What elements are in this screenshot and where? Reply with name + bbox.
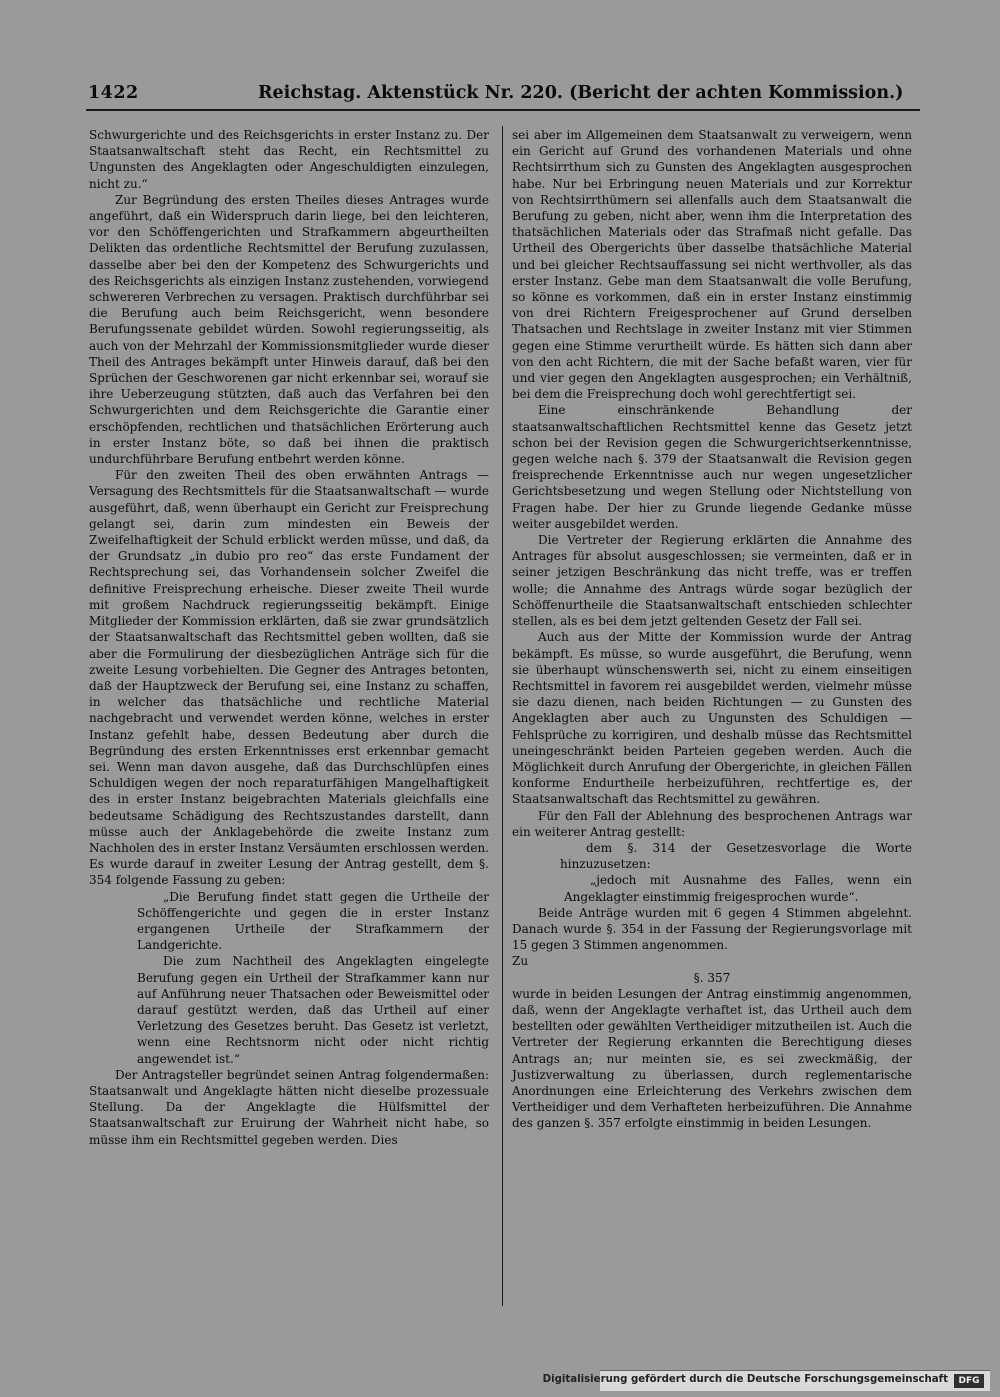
right-column-paragraph: Die Vertreter der Regierung erklärten die Annahme des Antrages für absolut ausgeschlossen; sie vermeinten, daß er in seiner jetzigen Beschränkung das nicht treffe, was er treffen wolle; die Annahme des Antrags würde sogar bezüglich der Schöffenurtheile die Staatsanwaltschaft entschieden schlechter stellen, als es bei dem jetzt geltenden Gesetz der Fall sei. bbox=[512, 533, 912, 629]
footer-banner bbox=[542, 1370, 990, 1391]
left-column-paragraph: „Die Berufung findet statt gegen die Urtheile der Schöffengerichte und gegen die in erster Instanz ergangenen Urtheile der Strafkammern der Landgerichte. bbox=[137, 889, 489, 953]
left-column-paragraph: Die zum Nachtheil des Angeklagten eingelegte Berufung gegen ein Urtheil der Strafkammer kann nur auf Anführung neuer Thatsachen oder Beweismittel oder darauf gestützt werden, daß das Urtheil auf einer Verletzung des Gesetzes beruht. Das Gesetz ist verletzt, wenn eine Rechtsnorm nicht oder nicht richtig angewendet ist.“ bbox=[137, 954, 489, 1066]
dfg-logo: DFG bbox=[954, 1374, 984, 1388]
page-number: 1422 bbox=[88, 83, 139, 103]
running-title: Reichstag. Aktenstück Nr. 220. (Bericht der achten Kommission.) bbox=[258, 83, 904, 103]
page-header bbox=[88, 80, 918, 112]
right-column bbox=[512, 127, 912, 1132]
right-column-paragraph: Zu bbox=[512, 954, 529, 969]
header-rule bbox=[86, 109, 920, 111]
left-column-paragraph: Schwurgerichte und des Reichsgerichts in erster Instanz zu. Der Staatsanwaltschaft steht das Recht, ein Rechtsmittel zu Ungunsten des Angeklagten oder Angeschuldigten einzulegen, nicht zu.“ bbox=[89, 128, 489, 191]
left-column-paragraph: Der Antragsteller begründet seinen Antrag folgendermaßen: Staatsanwalt und Angeklagte hätten nicht dieselbe prozessuale Stellung. Da der Angeklagte die Hülfsmittel der Staatsanwaltschaft zur Eruirung der Wahrheit nicht habe, so müsse ihm ein Rechtsmittel gegeben werden. Dies bbox=[89, 1067, 489, 1147]
right-column-paragraph: sei aber im Allgemeinen dem Staatsanwalt zu verweigern, wenn ein Gericht auf Grund des vorhandenen Materials und ohne Rechtsirrthum sich zu Gunsten des Angeklagten ausgesprochen habe. Nur bei Erbringung neuen Materials und zur Korrektur von Rechtsirrthümern sei allenfalls auch dem Staatsanwalt die Berufung zu geben, nicht aber, wenn ihm die Interpretation des thatsächlichen Materials oder das Strafmaß nicht gefalle. Das Urtheil des Obergerichts über dasselbe thatsächliche Material und bei gleicher Rechtsauffassung sei nicht werthvoller, als das erster Instanz. Gebe man dem Staatsanwalt die volle Berufung, so könne es vorkommen, daß ein in erster Instanz einstimmig von drei Richtern Freigesprochener auf Grund derselben Thatsachen und Rechtslage in zweiter Instanz mit vier Stimmen gegen eine Stimme verurtheilt würde. Es hätten sich dann aber von den acht Richtern, die mit der Sache befaßt waren, vier für und vier gegen den Angeklagten ausgesprochen; ein Verhältniß, bei dem die Freisprechung doch wohl gerechtfertigt sei. bbox=[512, 128, 912, 402]
right-column-paragraph: Eine einschränkende Behandlung der staatsanwaltschaftlichen Rechtsmittel kenne das Gesetz jetzt schon bei der Revision gegen die Schwurgerichtserkenntnisse, gegen welche nach §. 379 der Staatsanwalt die Revision gegen freisprechende Erkenntnisse auch nur wegen ungesetzlicher Gerichtsbesetzung und wegen Stellung oder Nichtstellung von Fragen habe. Der hier zu Grunde liegende Gedanke müsse weiter ausgebildet werden. bbox=[512, 403, 912, 531]
left-column-paragraph: Zur Begründung des ersten Theiles dieses Antrages wurde angeführt, daß ein Widerspruch darin liege, bei den leichteren, vor den Schöffengerichten und Strafkammern abgeurtheilten Delikten das ordentliche Rechtsmittel der Berufung zuzulassen, dasselbe aber bei den der Kompetenz des Schwurgerichts und des Reichsgerichts als einzigen Instanz zustehenden, vorwiegend schwereren Verbrechen zu versagen. Praktisch durchführbar sei die Berufung auch beim Reichsgericht, wenn besondere Berufungssenate gebildet würden. Sowohl regierungsseitig, als auch von der Mehrzahl der Kommissionsmitglieder wurde dieser Theil des Antrages bekämpft unter Hinweis darauf, daß bei den Sprüchen der Geschworenen gar nicht erkennbar sei, worauf sie ihre Ueberzeugung stützten, daß auch das Verfahren bei den Schwurgerichten und dem Reichsgerichte die Garantie einer erschöpfenden, rechtlichen und thatsächlichen Erörterung auch in erster Instanz böte, so daß bei ihnen die praktisch undurchführbare Berufung entbehrt werden könne. bbox=[89, 192, 489, 467]
footer-text: Digitalisierung gefördert durch die Deutsche Forschungsgemeinschaft bbox=[542, 1374, 948, 1385]
right-column-paragraph: wurde in beiden Lesungen der Antrag einstimmig angenommen, daß, wenn der Angeklagte verhaftet ist, das Urtheil auch dem bestellten oder gewählten Vertheidiger mitzutheilen ist. Auch die Vertreter der Regierung erkannten die Berechtigung dieses Antrags an; nur meinten sie, es sei zweckmäßig, der Justizverwaltung zu überlassen, durch reglementarische Anordnungen eine Erleichterung des Verkehrs zwischen dem Vertheidiger und dem Verhafteten herbeizuführen. Die Annahme des ganzen §. 357 erfolgte einstimmig in beiden Lesungen. bbox=[512, 986, 912, 1131]
right-column-paragraph: dem §. 314 der Gesetzesvorlage die Worte hinzuzusetzen: bbox=[560, 840, 912, 872]
right-column-paragraph: Für den Fall der Ablehnung des besprochenen Antrags war ein weiterer Antrag gestellt: bbox=[512, 808, 912, 839]
left-column-paragraph: Für den zweiten Theil des oben erwähnten Antrags — Versagung des Rechtsmittels für die Staatsanwaltschaft — wurde ausgeführt, daß, wenn überhaupt ein Gericht zur Freisprechung gelangt sei, darin zum mindesten ein Beweis der Zweifelhaftigkeit der Schuld erblickt werden müsse, und daß, da der Grundsatz „in dubio pro reo“ das erste Fundament der Rechtsprechung sei, das Vorhandensein solcher Zweifel die definitive Freisprechung erheische. Dieser zweite Theil wurde mit großem Nachdruck regierungsseitig bekämpft. Einige Mitglieder der Kommission erklärten, daß sie zwar grundsätzlich der Staatsanwaltschaft das Rechtsmittel geben wollten, daß sie aber die Formulirung der diesbezüglichen Anträge sich für die zweite Lesung vorbehielten. Die Gegner des Antrages betonten, daß der Hauptzweck der Berufung sei, eine Instanz zu schaffen, in welcher das thatsächliche und rechtliche Material nachgebracht und verwendet werden könne, welches in erster Instanz gefehlt habe, dessen Bedeutung aber durch die Begründung des ersten Erkenntnisses erst erkennbar gemacht sei. Wenn man davon ausgehe, daß das Durchschlüpfen eines Schuldigen wegen der noch reparaturfähigen Mangelhaftigkeit des in erster Instanz beigebrachten Materials gleichfalls eine bedeutsame Schädigung des Rechtszustandes darstellt, dann müsse auch der Anklagebehörde die zweite Instanz zum Nachholen des in erster Instanz Versäumten erschlossen werden. Es wurde darauf in zweiter Lesung der Antrag gestellt, dem §. 354 folgende Fassung zu geben: bbox=[89, 468, 489, 888]
right-column-paragraph: Auch aus der Mitte der Kommission wurde der Antrag bekämpft. Es müsse, so wurde ausgeführt, die Berufung, wenn sie überhaupt wünschenswerth sei, nicht zu einem einseitigen Rechtsmittel in favorem rei ausgebildet werden, vielmehr müsse sie dazu dienen, nach beiden Richtungen — zu Gunsten des Angeklagten aber auch zu Ungunsten des Schuldigen — Fehlsprüche zu korrigiren, und deshalb müsse das Rechtsmittel uneingeschränkt beiden Parteien gegeben werden. Auch die Möglichkeit durch Anrufung der Obergerichte, in gleichen Fällen konforme Endurtheile herbeizuführen, rechtfertige es, der Staatsanwaltschaft das Rechtsmittel zu gewähren. bbox=[512, 630, 912, 807]
column-divider bbox=[502, 126, 503, 1306]
right-column-paragraph: §. 357 bbox=[693, 970, 731, 985]
left-column bbox=[89, 127, 489, 1148]
right-column-paragraph: „jedoch mit Ausnahme des Falles, wenn ein Angeklagter einstimmig freigesprochen wurde“. bbox=[564, 873, 912, 904]
right-column-paragraph: Beide Anträge wurden mit 6 gegen 4 Stimmen abgelehnt. Danach wurde §. 354 in der Fassung der Regierungsvorlage mit 15 gegen 3 Stimmen angenommen. bbox=[512, 905, 912, 953]
